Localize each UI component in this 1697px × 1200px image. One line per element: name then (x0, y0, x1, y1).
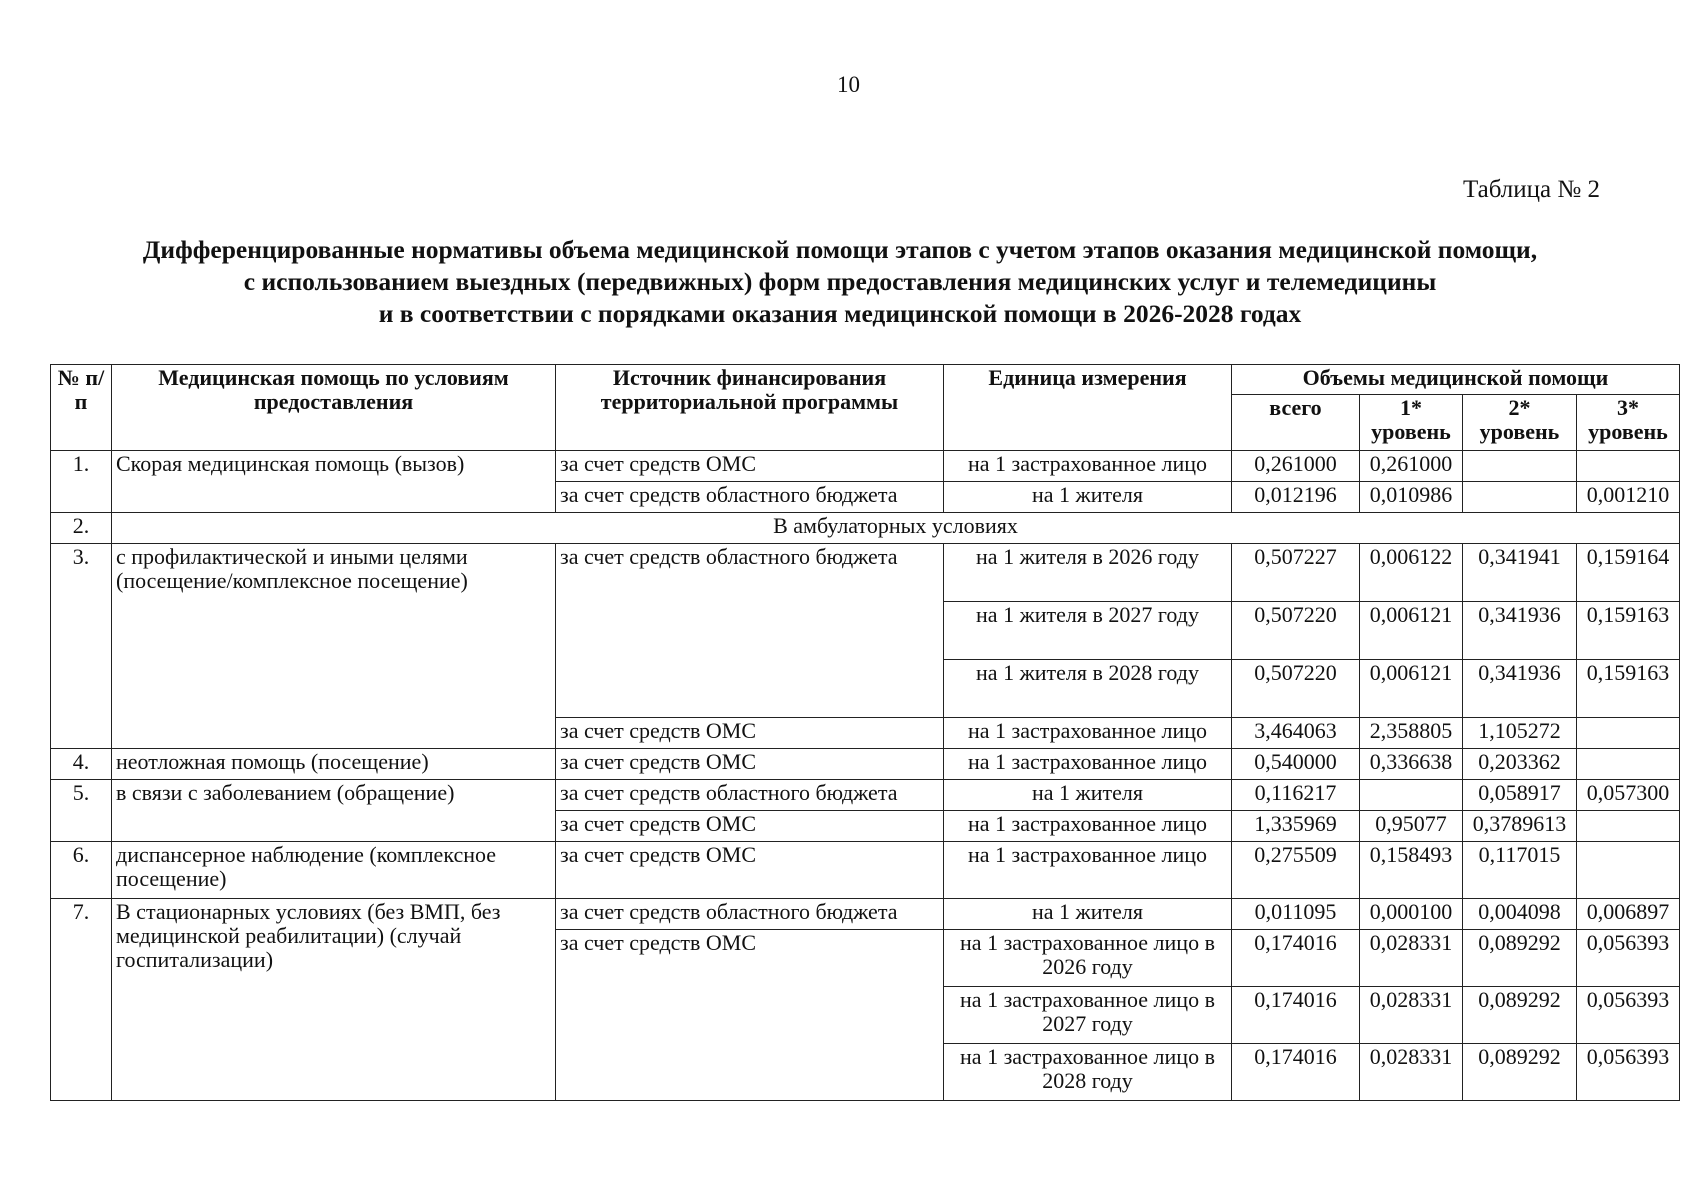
row-level3: 0,159163 (1577, 660, 1680, 718)
row-level3: 0,056393 (1577, 930, 1680, 987)
table-header-row (51, 365, 1680, 395)
row-unit: на 1 жителя в 2026 году (944, 544, 1232, 602)
row-source: за счет средств областного бюджета (556, 780, 944, 811)
row-total: 0,507220 (1232, 602, 1360, 660)
row-level3: 0,001210 (1577, 482, 1680, 513)
row-unit: на 1 застрахованное лицо (944, 749, 1232, 780)
row-level2: 0,089292 (1463, 987, 1577, 1044)
row-unit: на 1 жителя (944, 482, 1232, 513)
row-level3: 0,057300 (1577, 780, 1680, 811)
row-total: 0,011095 (1232, 899, 1360, 930)
row-num: 1. (51, 451, 112, 513)
title-line: Дифференцированные нормативы объема медицинской помощи этапов с учетом этапов оказания медицинской помощи, (142, 235, 1538, 264)
row-num: 6. (51, 842, 112, 899)
row-total: 0,116217 (1232, 780, 1360, 811)
row-level2: 0,058917 (1463, 780, 1577, 811)
header-volumes: Объемы медицинской помощи (1232, 365, 1680, 395)
row-level1: 0,006121 (1360, 660, 1463, 718)
row-level3 (1577, 811, 1680, 842)
row-source: за счет средств ОМС (556, 451, 944, 482)
row-unit: на 1 жителя (944, 780, 1232, 811)
row-num: 5. (51, 780, 112, 842)
row-level2: 0,3789613 (1463, 811, 1577, 842)
row-level3: 0,006897 (1577, 899, 1680, 930)
row-level1: 0,006122 (1360, 544, 1463, 602)
row-care: Скорая медицинская помощь (вызов) (112, 451, 556, 513)
row-level1: 0,028331 (1360, 1044, 1463, 1101)
row-level3 (1577, 451, 1680, 482)
row-num: 7. (51, 899, 112, 1101)
row-unit: на 1 застрахованное лицо (944, 811, 1232, 842)
row-unit: на 1 застрахованное лицо в 2026 году (944, 930, 1232, 987)
row-total: 0,507220 (1232, 660, 1360, 718)
row-source: за счет средств ОМС (556, 842, 944, 899)
row-unit: на 1 жителя (944, 899, 1232, 930)
table-row (51, 544, 1680, 602)
row-unit: на 1 застрахованное лицо (944, 842, 1232, 899)
row-level3 (1577, 749, 1680, 780)
row-care: с профилактической и иными целями (посещение/комплексное посещение) (112, 544, 556, 749)
section-title: В амбулаторных условиях (112, 513, 1680, 544)
row-num: 2. (51, 513, 112, 544)
header-level3: 3* уровень (1577, 395, 1680, 451)
row-source: за счет средств областного бюджета (556, 899, 944, 930)
row-level1: 0,010986 (1360, 482, 1463, 513)
table-row (51, 842, 1680, 899)
row-level2: 0,341936 (1463, 602, 1577, 660)
header-level1: 1* уровень (1360, 395, 1463, 451)
row-source: за счет средств областного бюджета (556, 482, 944, 513)
row-source: за счет средств ОМС (556, 749, 944, 780)
row-level1: 0,95077 (1360, 811, 1463, 842)
document-title (40, 234, 1640, 330)
row-total: 0,540000 (1232, 749, 1360, 780)
row-care: в связи с заболеванием (обращение) (112, 780, 556, 842)
row-level1: 0,006121 (1360, 602, 1463, 660)
row-level3 (1577, 718, 1680, 749)
title-line: с использованием выездных (передвижных) форм предоставления медицинских услуг и телемедицины (243, 267, 1437, 296)
row-level2: 0,341941 (1463, 544, 1577, 602)
row-level3: 0,159163 (1577, 602, 1680, 660)
section-row (51, 513, 1680, 544)
table-caption: Таблица № 2 (1462, 176, 1600, 203)
row-level1: 0,261000 (1360, 451, 1463, 482)
row-num: 4. (51, 749, 112, 780)
row-level1: 0,000100 (1360, 899, 1463, 930)
row-unit: на 1 застрахованное лицо (944, 718, 1232, 749)
row-level1 (1360, 780, 1463, 811)
row-total: 3,464063 (1232, 718, 1360, 749)
row-level2: 0,089292 (1463, 930, 1577, 987)
row-level2 (1463, 451, 1577, 482)
header-care: Медицинская помощь по условиям предоставления (112, 365, 556, 451)
table-row (51, 749, 1680, 780)
row-level2: 0,089292 (1463, 1044, 1577, 1101)
row-source: за счет средств ОМС (556, 811, 944, 842)
row-level2: 0,117015 (1463, 842, 1577, 899)
header-num: № п/п (51, 365, 112, 451)
row-total: 0,275509 (1232, 842, 1360, 899)
row-unit: на 1 жителя в 2028 году (944, 660, 1232, 718)
row-level2: 1,105272 (1463, 718, 1577, 749)
row-care: В стационарных условиях (без ВМП, без медицинской реабилитации) (случай госпитализации) (112, 899, 556, 1101)
row-care: диспансерное наблюдение (комплексное посещение) (112, 842, 556, 899)
row-level1: 0,158493 (1360, 842, 1463, 899)
row-level3: 0,056393 (1577, 1044, 1680, 1101)
row-source: за счет средств ОМС (556, 930, 944, 1101)
norms-table (50, 364, 1680, 1101)
row-total: 0,174016 (1232, 1044, 1360, 1101)
row-total: 0,174016 (1232, 930, 1360, 987)
row-total: 0,261000 (1232, 451, 1360, 482)
row-level2 (1463, 482, 1577, 513)
row-num: 3. (51, 544, 112, 749)
row-total: 0,174016 (1232, 987, 1360, 1044)
table-row (51, 451, 1680, 482)
row-total: 1,335969 (1232, 811, 1360, 842)
row-level1: 0,028331 (1360, 987, 1463, 1044)
row-level3: 0,056393 (1577, 987, 1680, 1044)
row-level3 (1577, 842, 1680, 899)
row-unit: на 1 застрахованное лицо в 2028 году (944, 1044, 1232, 1101)
page-number: 10 (837, 72, 860, 97)
row-level2: 0,203362 (1463, 749, 1577, 780)
table-row (51, 780, 1680, 811)
header-level2: 2* уровень (1463, 395, 1577, 451)
title-line: и в соответствии с порядками оказания медицинской помощи в 2026-2028 годах (378, 299, 1302, 328)
row-level1: 2,358805 (1360, 718, 1463, 749)
row-source: за счет средств областного бюджета (556, 544, 944, 718)
row-total: 0,507227 (1232, 544, 1360, 602)
table-row (51, 899, 1680, 930)
row-unit: на 1 застрахованное лицо (944, 451, 1232, 482)
row-level2: 0,341936 (1463, 660, 1577, 718)
row-unit: на 1 жителя в 2027 году (944, 602, 1232, 660)
row-unit: на 1 застрахованное лицо в 2027 году (944, 987, 1232, 1044)
header-source: Источник финансирования территориальной программы (556, 365, 944, 451)
header-total: всего (1232, 395, 1360, 451)
row-source: за счет средств ОМС (556, 718, 944, 749)
row-total: 0,012196 (1232, 482, 1360, 513)
row-level3: 0,159164 (1577, 544, 1680, 602)
row-level1: 0,028331 (1360, 930, 1463, 987)
row-level2: 0,004098 (1463, 899, 1577, 930)
row-care: неотложная помощь (посещение) (112, 749, 556, 780)
header-unit: Единица измерения (944, 365, 1232, 451)
row-level1: 0,336638 (1360, 749, 1463, 780)
